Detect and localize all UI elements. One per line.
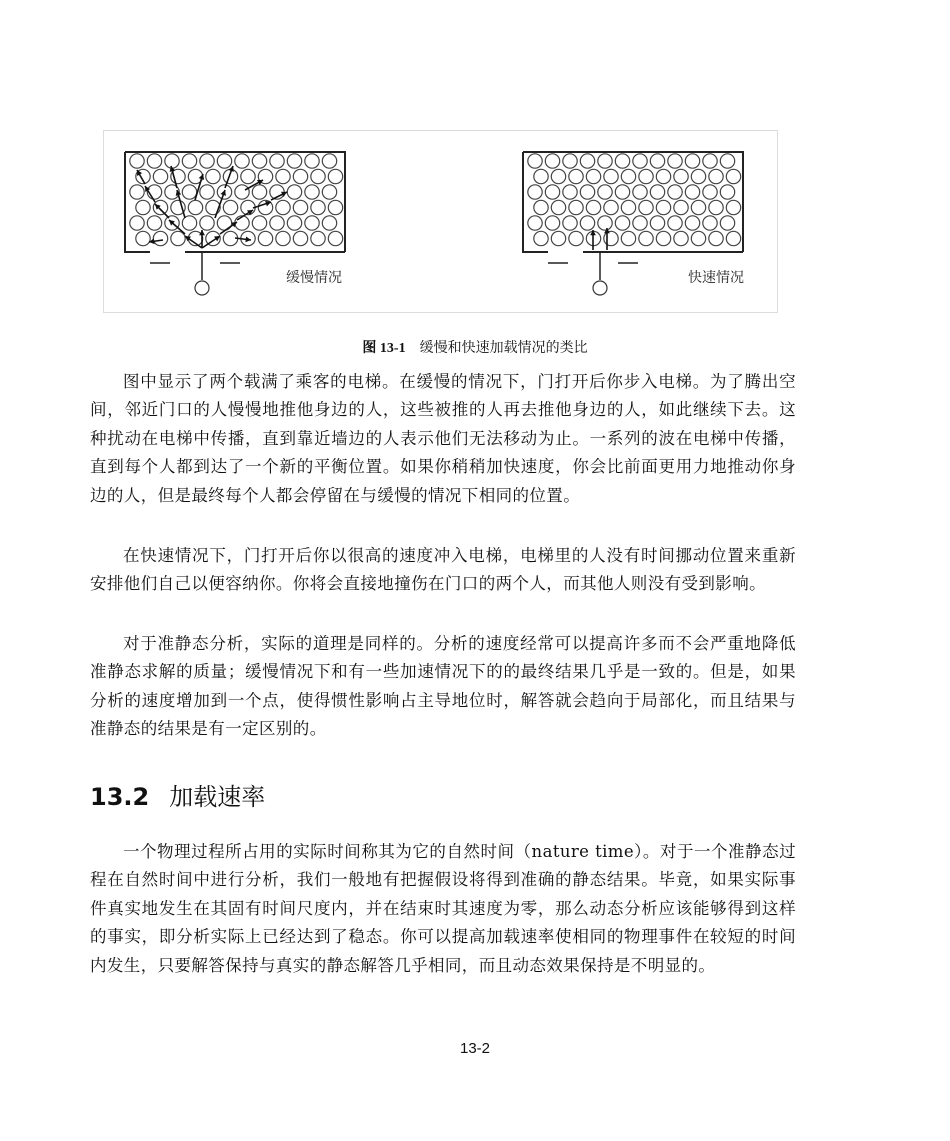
passenger-circle — [656, 231, 670, 245]
passenger-circle — [136, 200, 150, 214]
passenger-circle — [293, 231, 307, 245]
passenger-circle — [293, 200, 307, 214]
passenger-circle — [287, 185, 301, 199]
entering-person — [195, 281, 209, 295]
passenger-circle — [703, 216, 717, 230]
passenger-circle — [223, 200, 237, 214]
passenger-circle — [276, 169, 290, 183]
passenger-circle — [586, 169, 600, 183]
figure-caption-text: 缓慢和快速加载情况的类比 — [419, 340, 588, 356]
paragraph-3: 对于准静态分析，实际的道理是同样的。分析的速度经常可以提高许多而不会严重地降低准静态求解的质量；缓慢情况下和有一些加速情况下的的最终结果几乎是一致的。但是，如果分析的速度增加到一个点，使得惯性影响占主导地位时，解答就会趋向于局部化，而且结果与准静态的结果是有一定区别的。 — [90, 634, 796, 739]
passenger-circle — [604, 231, 618, 245]
passenger-circle — [650, 185, 664, 199]
passenger-circle — [720, 154, 734, 168]
passenger-circle — [258, 231, 272, 245]
passenger-circle — [685, 154, 699, 168]
passenger-circle — [621, 200, 635, 214]
passenger-circle — [305, 154, 319, 168]
passenger-circle — [569, 200, 583, 214]
passenger-circle — [656, 169, 670, 183]
passenger-circle — [153, 200, 167, 214]
passenger-circle — [287, 154, 301, 168]
passenger-circle — [586, 200, 600, 214]
passenger-circle — [563, 216, 577, 230]
passenger-circle — [650, 216, 664, 230]
passenger-circle — [656, 200, 670, 214]
passenger-circle — [328, 200, 342, 214]
passenger-circle — [674, 200, 688, 214]
passenger-circle — [328, 231, 342, 245]
passenger-circle — [674, 231, 688, 245]
passenger-circle — [528, 154, 542, 168]
passenger-circle — [276, 231, 290, 245]
passenger-circle — [621, 231, 635, 245]
passenger-circle — [598, 216, 612, 230]
passenger-circle — [685, 185, 699, 199]
passenger-circle — [703, 154, 717, 168]
section-number: 13.2 — [90, 783, 150, 811]
passenger-circle — [668, 216, 682, 230]
passenger-circle — [691, 231, 705, 245]
passenger-circle — [147, 154, 161, 168]
passenger-circle — [598, 185, 612, 199]
passenger-circle — [720, 216, 734, 230]
passenger-circle — [217, 154, 231, 168]
passenger-circle — [633, 154, 647, 168]
passenger-circle — [691, 200, 705, 214]
passenger-circle — [545, 154, 559, 168]
section-heading — [90, 777, 265, 812]
passenger-circle — [726, 200, 740, 214]
passenger-circle — [182, 185, 196, 199]
passenger-circle — [200, 216, 214, 230]
elevator-diagram — [103, 130, 778, 313]
passenger-circle — [551, 231, 565, 245]
passenger-circle — [322, 154, 336, 168]
passenger-circle — [674, 169, 688, 183]
passenger-circle — [130, 154, 144, 168]
passenger-circle — [200, 154, 214, 168]
passenger-circle — [235, 154, 249, 168]
passenger-circle — [709, 169, 723, 183]
passenger-circle — [305, 185, 319, 199]
passenger-circle — [569, 231, 583, 245]
passenger-circle — [528, 216, 542, 230]
passenger-circle — [580, 216, 594, 230]
passenger-circle — [668, 154, 682, 168]
passenger-circle — [685, 216, 699, 230]
passenger-circle — [165, 154, 179, 168]
figure-elevator-analogy — [103, 130, 778, 313]
passenger-circle — [569, 169, 583, 183]
passenger-circle — [703, 185, 717, 199]
passenger-circle — [633, 185, 647, 199]
figure-caption — [0, 337, 950, 357]
passenger-circle — [528, 185, 542, 199]
passenger-circle — [311, 231, 325, 245]
paragraph-2: 在快速情况下，门打开后你以很高的速度冲入电梯，电梯里的人没有时间挪动位置来重新安排他们自己以便容纳你。你将会直接地撞伤在门口的两个人，而其他人则没有受到影响。 — [90, 546, 796, 594]
passenger-circle — [621, 169, 635, 183]
passenger-circle — [604, 200, 618, 214]
passenger-circle — [726, 231, 740, 245]
passenger-circle — [534, 169, 548, 183]
passenger-circle — [551, 200, 565, 214]
passenger-circle — [639, 169, 653, 183]
passenger-circle — [130, 185, 144, 199]
passenger-circle — [322, 216, 336, 230]
passenger-circle — [709, 200, 723, 214]
passenger-circle — [322, 185, 336, 199]
passenger-circle — [270, 216, 284, 230]
passenger-circle — [136, 231, 150, 245]
passenger-circle — [668, 185, 682, 199]
passenger-circle — [252, 216, 266, 230]
passenger-circle — [615, 154, 629, 168]
fast-case-label: 快速情况 — [688, 270, 744, 286]
passenger-circle — [580, 154, 594, 168]
passenger-circle — [153, 231, 167, 245]
page-number: 13-2 — [459, 1040, 491, 1057]
passenger-circle — [206, 169, 220, 183]
passenger-circle — [147, 216, 161, 230]
passenger-circle — [534, 200, 548, 214]
passenger-circle — [650, 154, 664, 168]
passenger-circle — [311, 169, 325, 183]
passenger-circle — [235, 185, 249, 199]
passenger-circle — [639, 200, 653, 214]
passenger-circle — [545, 185, 559, 199]
passenger-circle — [545, 216, 559, 230]
passenger-circle — [580, 185, 594, 199]
passenger-circle — [293, 169, 307, 183]
paragraph-4: 一个物理过程所占用的实际时间称其为它的自然时间（nature time）。对于一个准静态过程在自然时间中进行分析，我们一般地有把握假设将得到准确的静态结果。毕竟，如果实际事件真实地发生在其固有时间尺度内，并在结束时其速度为零，那么动态分析应该能够得到这样的事实，即分析实际上已经达到了稳态。你可以提高加载速率使相同的物理事件在较短的时间内发生，只要解答保持与真实的静态解答几乎相同，而且动态效果保持是不明显的。 — [90, 842, 796, 975]
passenger-circle — [598, 154, 612, 168]
passenger-circle — [691, 169, 705, 183]
passenger-circle — [287, 216, 301, 230]
passenger-circle — [563, 154, 577, 168]
passenger-circle — [182, 154, 196, 168]
passenger-circle — [633, 216, 647, 230]
passenger-circle — [709, 231, 723, 245]
passenger-circle — [615, 216, 629, 230]
paragraph-1: 图中显示了两个载满了乘客的电梯。在缓慢的情况下，门打开后你步入电梯。为了腾出空间，邻近门口的人慢慢地推他身边的人，这些被推的人再去推他身边的人，如此继续下去。这种扰动在电梯中传播，直到靠近墙边的人表示他们无法移动为止。一系列的波在电梯中传播，直到每个人都到达了一个新的平衡位置。如果你稍稍加快速度，你会比前面更用力地推动你身边的人，但是最终每个人都会停留在与缓慢的情况下相同的位置。 — [90, 372, 796, 505]
passenger-circle — [720, 185, 734, 199]
passenger-circle — [252, 185, 266, 199]
entering-person — [593, 281, 607, 295]
passenger-circle — [130, 216, 144, 230]
passenger-circle — [153, 169, 167, 183]
passenger-circle — [615, 185, 629, 199]
passenger-circle — [328, 169, 342, 183]
passenger-circle — [270, 154, 284, 168]
slow-case-label: 缓慢情况 — [286, 270, 342, 286]
passenger-circle — [604, 169, 618, 183]
figure-number: 图 13-1 — [362, 341, 406, 356]
passenger-circle — [726, 169, 740, 183]
section-title: 加载速率 — [169, 783, 266, 811]
passenger-circle — [241, 169, 255, 183]
passenger-circle — [171, 231, 185, 245]
passenger-circle — [188, 200, 202, 214]
passenger-circle — [551, 169, 565, 183]
passenger-circle — [639, 231, 653, 245]
passenger-circle — [305, 216, 319, 230]
passenger-circle — [276, 200, 290, 214]
passenger-circle — [563, 185, 577, 199]
passenger-circle — [311, 200, 325, 214]
passenger-circle — [534, 231, 548, 245]
passenger-circle — [200, 185, 214, 199]
passenger-circle — [252, 154, 266, 168]
